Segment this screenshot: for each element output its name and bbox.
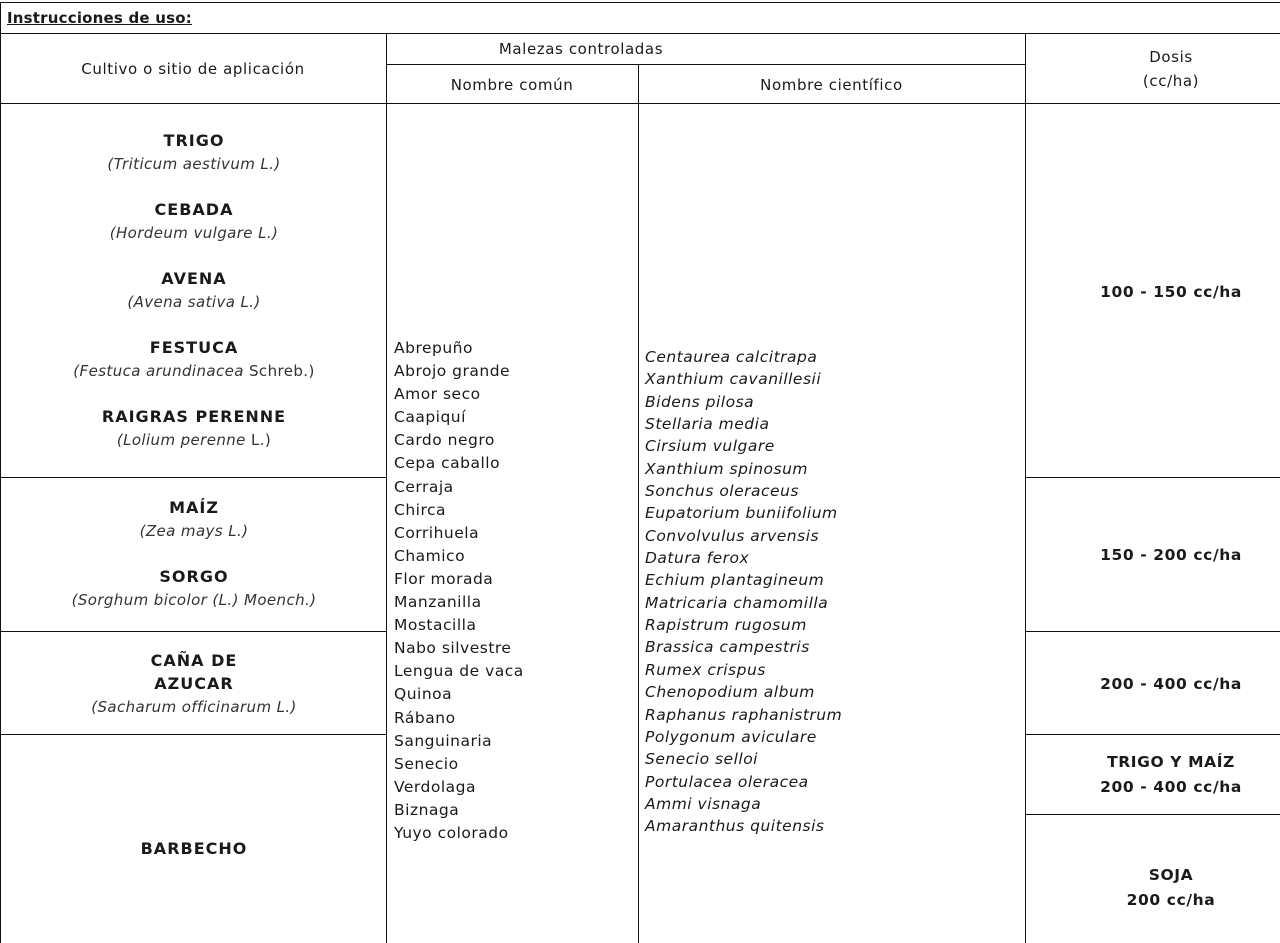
weed-scientific-name: Bidens pilosa (645, 392, 755, 411)
header-dose-unit: (cc/ha) (1142, 72, 1200, 90)
weed-common-name: Caapiquí (394, 408, 466, 427)
weed-scientific-name: Ammi visnaga (645, 794, 762, 813)
weed-common-name: Manzanilla (394, 593, 482, 612)
crop-scientific-author: L.) (245, 431, 272, 449)
group2-divider-left (0, 631, 386, 632)
weed-scientific-name: Polygonum aviculare (645, 727, 817, 746)
group1-divider-left (0, 477, 386, 478)
dose-value: 200 - 400 cc/ha (1100, 778, 1242, 796)
weed-common-name: Biznaga (394, 800, 460, 819)
weed-scientific-name: Raphanus raphanistrum (645, 705, 843, 724)
weed-scientific-name: Centaurea calcitrapa (645, 348, 818, 366)
weeds-scientific-list (645, 346, 842, 838)
group1-divider-right (1025, 477, 1280, 478)
crop-group-fallow (0, 837, 388, 860)
weed-common-name: Abrojo grande (394, 362, 511, 381)
fallow-dose-divider (1025, 814, 1280, 815)
group3-divider-right (1025, 734, 1280, 735)
dose-label: TRIGO Y MAÍZ (1107, 753, 1235, 771)
title-row-divider (0, 33, 1280, 34)
weed-scientific-name: Sonchus oleraceus (645, 482, 799, 501)
group3-divider-left (0, 734, 386, 735)
weed-common-name: Corrihuela (394, 523, 480, 542)
weed-common-name: Cerraja (394, 477, 454, 496)
crop-name: TRIGO (163, 131, 225, 150)
crop-scientific: (Avena sativa L.) (127, 293, 261, 311)
header-crop-site: Cultivo o sitio de aplicación (81, 60, 305, 78)
weed-scientific-name: Portulacea oleracea (645, 772, 809, 791)
crop-name: MAÍZ (169, 498, 219, 517)
header-scientific-name: Nombre científico (760, 76, 903, 94)
weed-common-name: Quinoa (394, 685, 453, 704)
weed-scientific-name: Xanthium cavanillesii (645, 370, 822, 389)
weed-common-name: Flor morada (394, 569, 494, 588)
weeds-dose-divider (1025, 33, 1026, 943)
weed-scientific-name: Xanthium spinosum (645, 459, 809, 478)
dose-cell-fallow-soy (1060, 863, 1280, 913)
table-top-border (0, 2, 1280, 3)
dose-value: 200 - 400 cc/ha (1100, 675, 1242, 693)
crop-group-cereals (0, 129, 388, 452)
dose-cell-sugarcane (1060, 672, 1280, 697)
common-scientific-divider (638, 64, 639, 943)
weeds-header-divider (386, 64, 1025, 65)
weed-scientific-name: Senecio selloi (645, 750, 758, 769)
weed-scientific-name: Matricaria chamomilla (645, 593, 829, 612)
crop-scientific: (Sorghum bicolor (L.) Moench.) (71, 591, 317, 609)
page-title: Instrucciones de uso: (7, 9, 192, 27)
crop-name: CEBADA (154, 200, 234, 219)
weed-scientific-name: Stellaria media (645, 415, 770, 434)
crop-scientific: (Hordeum vulgare L.) (109, 224, 279, 242)
crop-name: BARBECHO (140, 839, 248, 858)
weed-common-name: Cardo negro (394, 431, 495, 450)
weed-common-name: Cepa caballo (394, 454, 501, 473)
weed-common-name: Nabo silvestre (394, 639, 512, 658)
weed-scientific-name: Brassica campestris (645, 638, 810, 657)
dose-value: 100 - 150 cc/ha (1100, 283, 1242, 301)
weed-common-name: Lengua de vaca (394, 662, 524, 681)
crop-group-maize-sorghum (0, 496, 388, 612)
weed-common-name: Rábano (394, 708, 456, 727)
weed-scientific-name: Eupatorium buniifolium (645, 504, 838, 523)
header-common-name: Nombre común (450, 76, 574, 94)
crop-name-cont: AZUCAR (154, 674, 234, 693)
weed-common-name: Sanguinaria (394, 731, 493, 750)
weed-scientific-name: Chenopodium album (645, 683, 815, 702)
crop-name: FESTUCA (149, 338, 239, 357)
crop-name: RAIGRAS PERENNE (101, 407, 287, 426)
crop-scientific-italic: (Festuca arundinacea (73, 362, 244, 380)
weed-scientific-name: Amaranthus quitensis (645, 817, 825, 836)
weed-scientific-name: Echium plantagineum (645, 571, 825, 590)
dose-cell-cereals (1060, 280, 1280, 305)
weed-common-name: Amor seco (394, 385, 481, 404)
crop-name: AVENA (161, 269, 227, 288)
weed-common-name: Senecio (394, 754, 459, 773)
crop-scientific (0, 428, 388, 452)
weed-scientific-name: Convolvulus arvensis (645, 526, 820, 545)
weed-common-name: Yuyo colorado (394, 823, 509, 842)
weed-scientific-name: Rapistrum rugosum (645, 616, 807, 635)
crop-scientific (0, 359, 388, 383)
weed-scientific-name: Cirsium vulgare (645, 437, 775, 456)
weed-common-name: Mostacilla (394, 616, 477, 635)
group2-divider-right (1025, 631, 1280, 632)
crop-name: CAÑA DE (150, 651, 238, 670)
header-weeds-controlled: Malezas controladas (498, 40, 664, 58)
dose-cell-maize-sorghum (1060, 543, 1280, 568)
crop-group-sugarcane (0, 649, 388, 719)
crop-scientific-author: Schreb.) (243, 362, 315, 380)
crop-scientific: (Sacharum officinarum L.) (91, 698, 297, 716)
weed-scientific-name: Rumex crispus (645, 660, 766, 679)
dose-value: 200 cc/ha (1126, 891, 1216, 909)
weed-common-name: Chamico (394, 546, 466, 565)
weed-common-name: Verdolaga (394, 777, 476, 796)
dose-value: 150 - 200 cc/ha (1100, 546, 1242, 564)
header-bottom-border (0, 103, 1280, 104)
weed-common-name: Abrepuño (394, 339, 473, 357)
crop-scientific: (Zea mays L.) (139, 522, 249, 540)
header-dose: Dosis (1149, 48, 1193, 66)
crop-scientific: (Triticum aestivum L.) (107, 155, 281, 173)
weed-scientific-name: Datura ferox (645, 549, 750, 568)
crop-scientific-italic: (Lolium perenne (116, 431, 246, 449)
weeds-common-list (394, 337, 524, 845)
dose-label: SOJA (1148, 866, 1194, 884)
crop-name: SORGO (159, 567, 229, 586)
weed-common-name: Chirca (394, 500, 447, 519)
dose-cell-fallow-wheat-maize (1060, 750, 1280, 800)
